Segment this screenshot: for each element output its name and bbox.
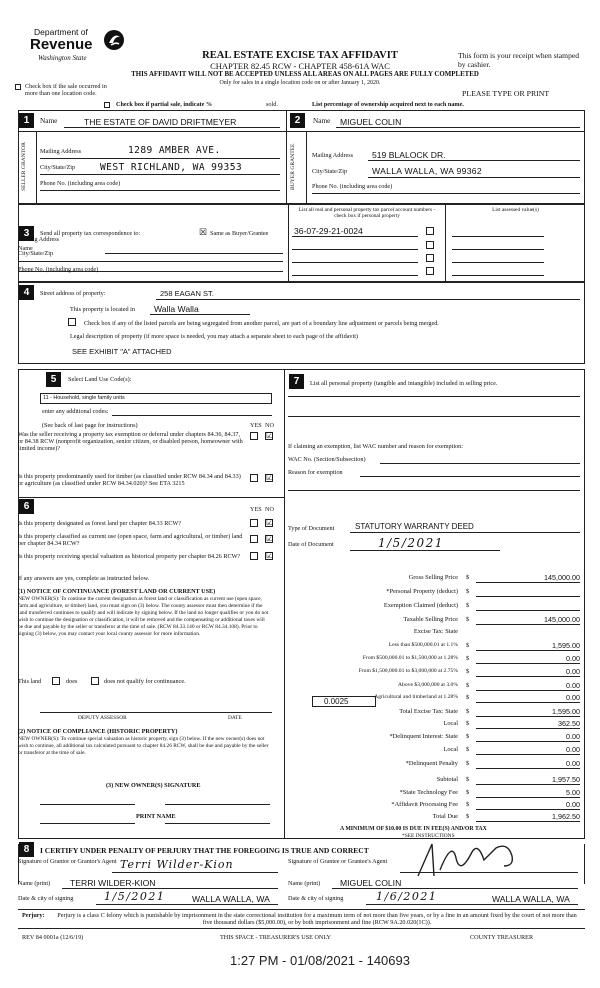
multi-location-label: Check box if the sale occurred in more than one location code. — [25, 83, 107, 98]
located-in[interactable]: Walla Walla — [154, 304, 199, 314]
buyer-name[interactable]: MIGUEL COLIN — [340, 117, 402, 127]
buyer-city[interactable]: WALLA WALLA, WA 99362 — [372, 166, 482, 176]
buyer-name-label: Name — [313, 116, 331, 125]
dor-logo — [28, 24, 128, 68]
section-6-number: 6 — [19, 499, 34, 514]
seller-city-label: City/State/Zip — [40, 164, 76, 171]
calc-row-label: Taxable Selling Price — [403, 616, 458, 623]
section-1-number: 1 — [19, 113, 34, 128]
sec6-q2: Is this property classified as current use (open space, farm and agricultural, or timber) land per chapter 84.34 RCW? — [18, 533, 243, 548]
seller-address[interactable]: 1289 AMBER AVE. — [128, 145, 221, 156]
buyer-side-label: BUYER GRANTEE — [290, 143, 296, 191]
sec5-q2-yes[interactable] — [250, 474, 258, 482]
calc-row-currency: $ — [466, 746, 470, 753]
calc-row-value[interactable]: 362.50 — [558, 719, 580, 728]
grantee-date-label: Date & city of signing — [288, 895, 344, 902]
grantor-sig-label: Signature of Grantor or Grantor's Agent — [18, 858, 117, 865]
type-or-print: PLEASE TYPE OR PRINT — [462, 89, 550, 98]
calc-row-value[interactable]: 0.00 — [566, 732, 580, 741]
calc-row-currency: $ — [466, 616, 470, 623]
form-warning-sub: Only for sales in a single location code on or after January 1, 2020. — [219, 80, 381, 86]
parcel-2-checkbox[interactable] — [426, 241, 434, 249]
local-rate[interactable]: 0.0025 — [324, 697, 349, 706]
buyer-phone-label: Phone No. (including area code) — [312, 183, 393, 190]
this-land-label: This land — [18, 678, 42, 685]
seller-address-label: Mailing Address — [40, 148, 82, 155]
calc-row-label: From $500,000.01 to $1,500,000 at 1.28% — [362, 655, 458, 661]
does-checkbox[interactable] — [52, 677, 60, 685]
sec6-answers-note: If any answers are yes, complete as instructed below. — [18, 575, 150, 582]
buyer-city-label: City/State/Zip — [312, 168, 348, 175]
partial-sale-checkbox[interactable] — [104, 102, 110, 108]
parcel-4-checkbox[interactable] — [426, 267, 434, 275]
calc-row-value[interactable]: 145,000.00 — [544, 615, 580, 624]
grantor-print-label: Name (print) — [18, 880, 51, 887]
print-name-label: PRINT NAME — [136, 813, 176, 820]
logo-dept: Department of — [34, 27, 88, 37]
calc-row-value[interactable]: 5.00 — [566, 788, 580, 797]
receipt-stamp: 1:27 PM - 01/08/2021 - 140693 — [230, 953, 410, 968]
calc-row-value[interactable]: 1,957.50 — [552, 775, 580, 784]
calc-row-value[interactable]: 0.00 — [566, 693, 580, 702]
calc-row-currency: $ — [466, 720, 470, 727]
does-not-checkbox[interactable] — [91, 677, 99, 685]
calc-row-label: Local — [443, 746, 458, 753]
calc-row-currency: $ — [466, 760, 470, 767]
treasurer-space: THIS SPACE - TREASURER'S USE ONLY — [220, 934, 332, 941]
parcel-1-checkbox[interactable] — [426, 227, 434, 235]
buyer-address[interactable]: 519 BLALOCK DR. — [372, 150, 446, 160]
section-3-number: 3 — [19, 226, 34, 241]
form-title: REAL ESTATE EXCISE TAX AFFIDAVIT — [202, 50, 398, 61]
same-as-buyer-checkbox[interactable]: ☒ — [199, 227, 208, 237]
calc-row-currency: $ — [466, 602, 470, 609]
notice1-body: NEW OWNER(S): To continue the current designation as forest land or classification as current use (open space, farm and agriculture, or timber) land, you must sign on (3) below. The county assessor must then determine if the land transferred continues to qualify and will indicate by signing below. If the land no longer qualifies or you do not wish to continue the designation or classification, it will be removed and the compensating or additional taxes will be due and payable by the seller or transferor at the time of sale. (RCW 84.33.140 or RCW 84.34.108). Prior to signing (3) below, you may contact your local county assessor for more information. — [18, 596, 269, 638]
grantor-date-label: Date & city of signing — [18, 895, 74, 902]
grantee-sig-label: Signature of Grantee or Grantee's Agent — [288, 858, 388, 865]
seller-phone-label: Phone No. (including area code) — [40, 180, 121, 187]
calc-row-currency: $ — [466, 682, 470, 689]
perjury-text: Perjury is a class C felony which is punishable by imprisonment in the state correctional institution for a maximum term of not more than five years, or by a fine in an amount fixed by the court of not more than five thousand dollars ($5,000.00), or by both imprisonment and fine (RCW 9A.20.020(1C)). — [57, 912, 577, 927]
parcel-header: List all real and personal property tax parcel account numbers - check box if personal property — [298, 207, 436, 220]
calc-row-value[interactable]: 0.00 — [566, 654, 580, 663]
sec5-q1-no[interactable]: ☑ — [266, 431, 274, 440]
grantee-city[interactable]: WALLA WALLA, WA — [492, 894, 570, 904]
notice2-body: NEW OWNER(S): To continue special valuation as historic property, sign (3) below. If the new owner(s) does not wish to continue, all additional tax calculated pursuant to chapter 84.26 RCW, shall be due and payable by the seller or transferor at the time of sale. — [18, 736, 269, 757]
calc-row-value[interactable]: 1,595.00 — [552, 641, 580, 650]
calc-row-value[interactable]: 0.00 — [566, 667, 580, 676]
minimum-note: A MINIMUM OF $10.00 IS DUE IN FEE(S) AND/OR TAX — [340, 826, 487, 832]
calc-row-label: *State Technology Fee — [399, 789, 458, 796]
calc-row-currency: $ — [466, 668, 470, 675]
section-5-number: 5 — [46, 372, 61, 387]
calc-row-label: Agricultural and timberland at 1.28% — [374, 694, 458, 700]
calc-row-currency: $ — [466, 801, 470, 808]
wac-label: WAC No. (Section/Subsection) — [288, 456, 366, 463]
sec3-send-label: Send all property tax correspondence to: — [40, 230, 141, 237]
calc-row-value[interactable]: 145,000.00 — [544, 573, 580, 582]
sec5-q2-no[interactable]: ☑ — [266, 473, 274, 482]
street-address[interactable]: 258 EAGAN ST. — [160, 289, 214, 298]
calc-row-currency: $ — [466, 708, 470, 715]
calc-row-label: *Affidavit Processing Fee — [391, 801, 458, 808]
notice2-title: (2) NOTICE OF COMPLIANCE (HISTORIC PROPERTY) — [18, 728, 178, 735]
calc-row-label: Excise Tax: State — [413, 628, 458, 635]
certify-statement: I CERTIFY UNDER PENALTY OF PERJURY THAT THE FOREGOING IS TRUE AND CORRECT — [40, 846, 369, 855]
sec6-no: NO — [265, 506, 274, 513]
doc-date[interactable]: 1/5/2021 — [378, 536, 444, 550]
grantor-city[interactable]: WALLA WALLA, WA — [192, 894, 270, 904]
does-label: does — [66, 678, 78, 685]
calc-row-currency: $ — [466, 588, 470, 595]
see-back-label: (See back of last page for instructions) — [42, 422, 138, 429]
county-treasurer: COUNTY TREASURER — [470, 934, 534, 941]
partial-sale-label: Check box if partial sale, indicate % — [116, 101, 213, 108]
sec3-name-label: Name — [18, 245, 33, 252]
sec6-q1-no[interactable]: ☑ — [266, 518, 274, 527]
sec5-yes: YES — [250, 422, 262, 429]
doc-type[interactable]: STATUTORY WARRANTY DEED — [355, 522, 474, 531]
form-chapter: CHAPTER 82.45 RCW - CHAPTER 458-61A WAC — [210, 61, 390, 71]
section-2-number: 2 — [290, 113, 305, 128]
seller-side-label: SELLER GRANTOR — [21, 142, 27, 192]
calc-row-currency: $ — [466, 813, 470, 820]
located-label: This property is located in — [70, 306, 135, 313]
perjury-label: Perjury: — [22, 912, 45, 919]
calc-row-label: Exemption Claimed (deduct) — [383, 602, 458, 609]
sec5-no: NO — [265, 422, 274, 429]
calc-row-label: Gross Selling Price — [408, 574, 458, 581]
sec5-q1: Was the seller receiving a property tax exemption or deferral under chapters 84.36, 84.37, or 84.38 RCW (nonprofit organization, senior citizen, or disabled person, homeowner with limited income)? — [18, 431, 243, 453]
calc-row-label: *Personal Property (deduct) — [386, 588, 458, 595]
sec6-q3: Is this property receiving special valuation as historical property per chapter 84.26 RCW? — [18, 553, 241, 560]
deputy-date-label: DATE — [228, 715, 242, 721]
calc-row-label: *Delinquent Penalty — [405, 760, 458, 767]
notice1-title: (1) NOTICE OF CONTINUANCE (FOREST LAND OR CURRENT USE) — [18, 588, 216, 595]
doc-type-label: Type of Document — [288, 525, 335, 532]
sec6-q2-yes[interactable] — [250, 535, 258, 543]
grantee-date[interactable]: 1/6/2021 — [376, 890, 438, 903]
calc-row-label: Total Excise Tax: State — [399, 708, 458, 715]
calc-row-value[interactable]: 0.00 — [566, 745, 580, 754]
logo-swirl-icon — [102, 28, 126, 52]
sec6-q3-no[interactable]: ☑ — [266, 551, 274, 560]
calc-row-currency: $ — [466, 642, 470, 649]
parcel-number-1[interactable]: 36-07-29-21-0024 — [294, 226, 363, 236]
sec5-q1-yes[interactable] — [250, 432, 258, 440]
sec6-q3-yes[interactable] — [250, 552, 258, 560]
sec3-city-label: City/State/Zip — [18, 250, 54, 257]
calc-row-label: Subtotal — [436, 776, 458, 783]
reason-label: Reason for exemption — [288, 469, 343, 476]
sec6-q1-yes[interactable] — [250, 519, 258, 527]
calc-row-value[interactable]: 0.00 — [566, 800, 580, 809]
logo-revenue: Revenue — [30, 36, 93, 53]
calc-row-value[interactable]: 0.00 — [566, 681, 580, 690]
seller-name-label: Name — [40, 116, 58, 125]
grantor-print-name[interactable]: TERRI WILDER-KION — [70, 878, 156, 888]
seller-city[interactable]: WEST RICHLAND, WA 99353 — [100, 162, 243, 173]
parcel-3-checkbox[interactable] — [426, 254, 434, 262]
exemption-label: If claiming an exemption, list WAC number and reason for exemption: — [288, 443, 463, 450]
legal-label: Legal description of property (if more space is needed, you may attach a separate sheet to each page of the affidavit) — [70, 333, 358, 340]
sec3-phone-label: Phone No. (including area code) — [18, 266, 99, 273]
receipt-note: This form is your receipt when stamped by cashier. — [458, 51, 580, 69]
street-label: Street address of property: — [40, 290, 106, 297]
ownership-list-note: List percentage of ownership acquired next to each name. — [312, 101, 464, 108]
partial-sale-suffix: sold. — [266, 101, 278, 108]
calc-row-value[interactable]: 0.00 — [566, 759, 580, 768]
sec6-q2-no[interactable]: ☑ — [266, 534, 274, 543]
grantee-print-name[interactable]: MIGUEL COLIN — [340, 878, 402, 888]
legal-description[interactable]: SEE EXHIBIT "A" ATTACHED — [72, 347, 172, 356]
calc-row-currency: $ — [466, 789, 470, 796]
grantee-print-label: Name (print) — [288, 880, 321, 887]
section-4-number: 4 — [19, 285, 34, 300]
calc-row-label: From $1,500,000.01 to $3,000,000 at 2.75% — [358, 668, 458, 674]
segregated-label: Check box if any of the listed parcels are being segregated from another parcel, are part of a boundary line adjustment or parcels being merged. — [84, 320, 439, 327]
calc-row-currency: $ — [466, 574, 470, 581]
calc-row-currency: $ — [466, 694, 470, 701]
calc-row-label: *Delinquent Interest: State — [389, 733, 458, 740]
calc-row-label: Total Due — [432, 813, 458, 820]
land-use-value: 11 - Household, single family units — [43, 395, 125, 401]
segregated-checkbox[interactable] — [68, 318, 76, 326]
sec3-mailing-label: Mailing Address — [18, 236, 60, 243]
deputy-assessor-label: DEPUTY ASSESSOR — [78, 715, 127, 721]
form-revision: REV 84 0001a (12/6/19) — [22, 934, 84, 941]
same-as-buyer-label: Same as Buyer/Grantee — [210, 230, 269, 237]
form-warning: THIS AFFIDAVIT WILL NOT BE ACCEPTED UNLESS ALL AREAS ON ALL PAGES ARE FULLY COMPLETED — [131, 71, 479, 78]
calc-row-currency: $ — [466, 655, 470, 662]
sec6-yes: YES — [250, 506, 262, 513]
calc-row-value[interactable]: 1,962.50 — [552, 812, 580, 821]
section-7-number: 7 — [289, 374, 304, 389]
grantee-signature[interactable] — [400, 836, 540, 884]
doc-date-label: Date of Document — [288, 541, 334, 548]
calc-row-label: Local — [443, 720, 458, 727]
section-8-number: 8 — [19, 842, 34, 857]
new-owner-sig-label: (3) NEW OWNER(S) SIGNATURE — [106, 782, 201, 789]
sec6-q1: Is this property designated as forest land per chapter 84.33 RCW? — [18, 520, 182, 527]
does-not-label: does not qualify for continuance. — [104, 678, 186, 685]
personal-property-label: List all personal property (tangible and intangible) included in selling price. — [310, 380, 498, 387]
calc-row-label: Above $3,000,000 at 3.0% — [398, 682, 458, 688]
grantor-date[interactable]: 1/5/2021 — [104, 890, 166, 903]
calc-row-currency: $ — [466, 733, 470, 740]
sec5-q2: Is this property predominantly used for timber (as classified under RCW 84.34 and 84.33) or agriculture (as classified under RCW 84.34.020)? See ETA 3215 — [18, 473, 241, 488]
see-instructions: *SEE INSTRUCTIONS — [402, 833, 455, 839]
grantor-signature[interactable]: Terri Wilder-Kion — [120, 858, 234, 871]
calc-row-value[interactable]: 1,595.00 — [552, 707, 580, 716]
buyer-address-label: Mailing Address — [312, 152, 354, 159]
assessed-header: List assessed value(s) — [492, 207, 539, 213]
land-use-label: Select Land Use Code(s): — [68, 376, 132, 383]
logo-state: Washington State — [38, 54, 87, 62]
calc-row-label: Less than $500,000.01 at 1.1% — [388, 642, 458, 648]
multi-location-checkbox[interactable] — [15, 84, 21, 90]
calc-row-currency: $ — [466, 776, 470, 783]
seller-name[interactable]: THE ESTATE OF DAVID DRIFTMEYER — [84, 117, 237, 127]
additional-codes-label: enter any additional codes: — [42, 408, 109, 415]
